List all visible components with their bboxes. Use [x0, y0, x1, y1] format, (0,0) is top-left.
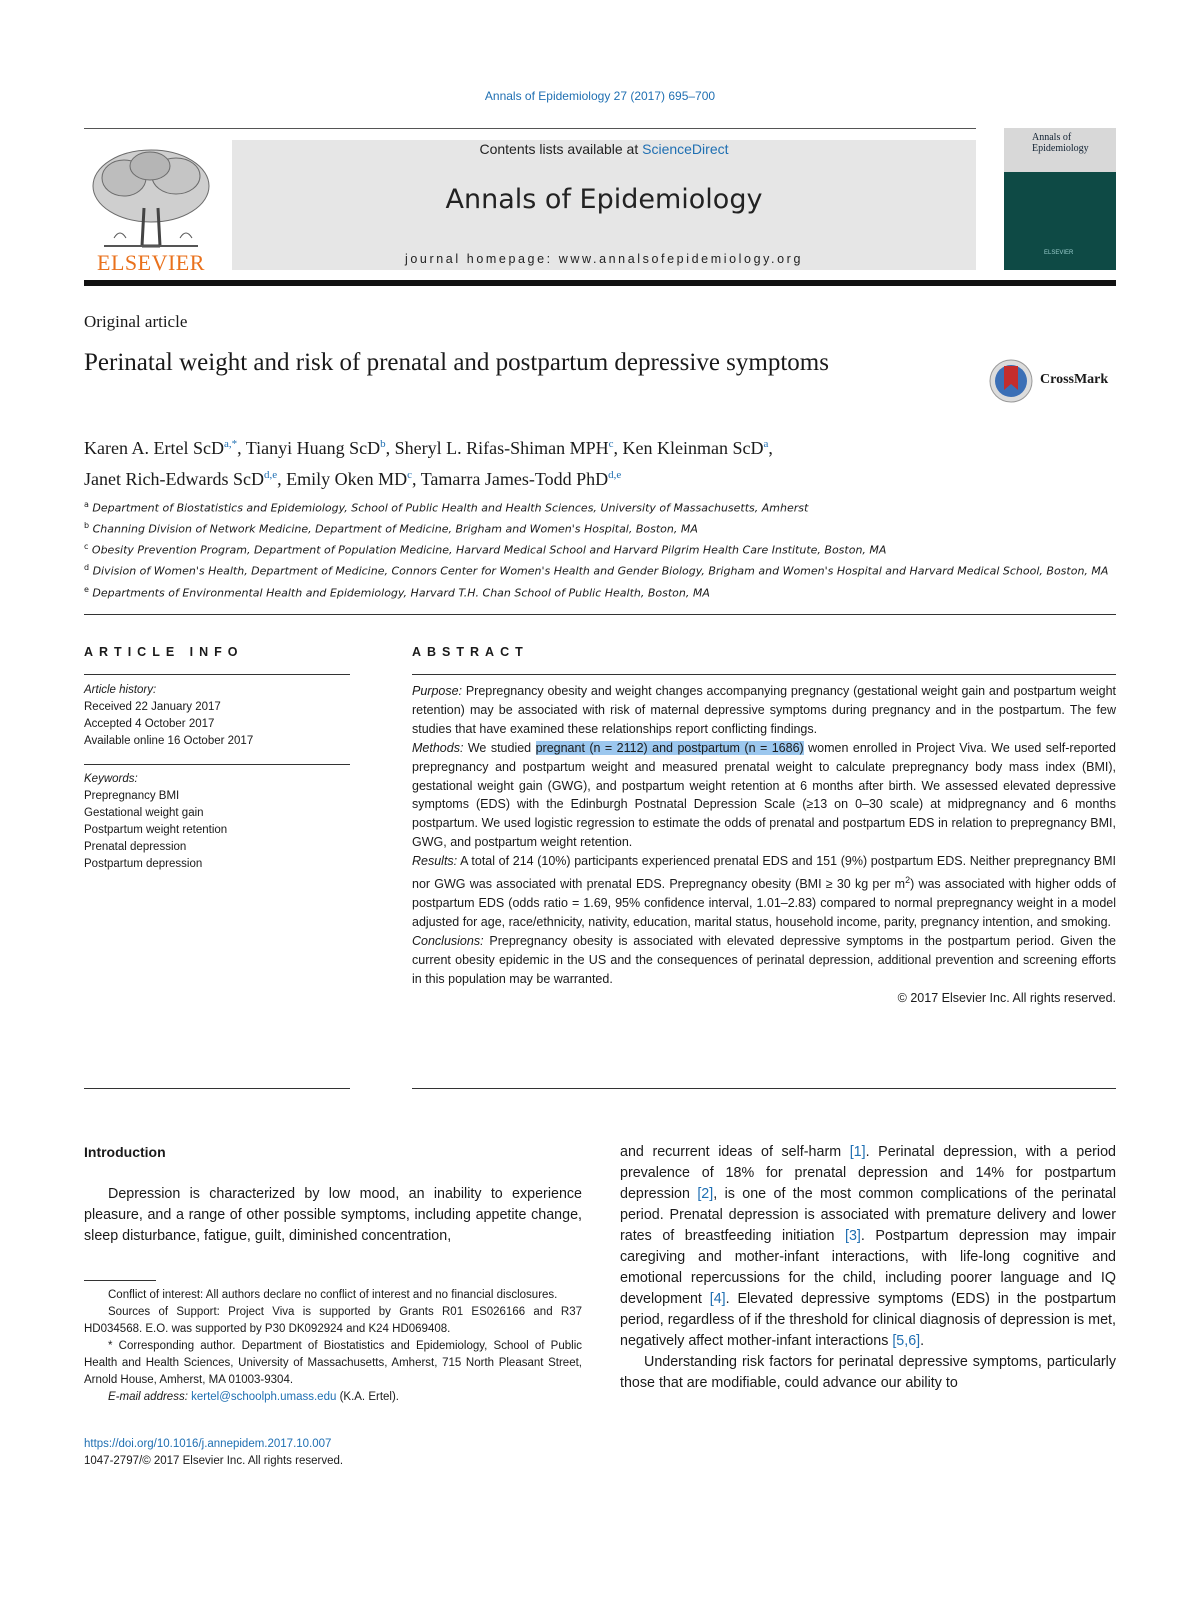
keyword[interactable]: Gestational weight gain [84, 807, 204, 819]
affiliation: $^b$ Channing Division of Network Medicine, Department of Medicine, Brigham and Women's Hospital, Boston, MA [84, 521, 698, 536]
abstract-methods: Methods: We studied pregnant (n = 2112) and postpartum (n = 1686) women enrolled in Project Viva. We used self-reported prepregnancy and postpartum weight and measured prenatal weight to calculate prepregnancy body mass index (BMI), gestational weight gain (GWG), and postpartum weight retention at 6 months after birth. We assessed elevated depressive symptoms (EDS) with the Edinburgh Postnatal Depression Scale (≥13 on 0–30 scale) at midpregnancy and 6 months postpartum. We used logistic regression to estimate the odds of prenatal and postpartum EDS in relation to prepregnancy BMI, GWG, and postpartum weight retention. [412, 740, 1116, 850]
keywords: Keywords: Prepregnancy BMI Gestational weight gain Postpartum weight retention Prenatal depression Postpartum depression [84, 771, 350, 873]
crossmark-icon [988, 358, 1034, 404]
abstract-body [412, 682, 1116, 1008]
header-rule [84, 128, 976, 129]
divider [412, 674, 1116, 675]
reference-link[interactable]: [2] [697, 1186, 714, 1202]
author: Ken Kleinman ScD$^a$, [622, 438, 773, 458]
footnote-corresponding: * Corresponding author. Department of Biostatistics and Epidemiology, School of Public Health and Health Sciences, University of Massachusetts, Amherst, 715 North Pleasant Street, Arnold House, Amherst, MA 01003-9304. [84, 1340, 582, 1386]
author: Tianyi Huang ScD$^b$, [245, 438, 395, 458]
issn-line: 1047-2797/© 2017 Elsevier Inc. All rights reserved. [84, 1455, 344, 1467]
text-selection-highlight[interactable]: pregnant (n = 2112) and postpartum (n = 1686) [535, 740, 804, 755]
intro-column-left [84, 1184, 582, 1247]
keyword[interactable]: Postpartum depression [84, 858, 203, 870]
cover-publisher: ELSEVIER [1044, 250, 1074, 256]
contents-line: Contents lists available at ScienceDirect [479, 141, 729, 157]
paragraph: and recurrent ideas of self-harm [1]. Perinatal depression, with a period prevalence of 18% for prenatal depression and 14% for postpartum depression [2], is one of the most common complications of the perinatal period. Prenatal depression is associated with premature delivery and lower rates of breastfeeding initiation [3]. Postpartum depression may impair caregiving and mother-infant interactions, with life-long cognitive and emotional repercussions for the child, including poorer language and IQ development [4]. Elevated depressive symptoms (EDS) in the postpartum period, regardless of if the threshold for clinical diagnosis of depression is met, negatively affect mother-infant interactions [5,6]. [620, 1144, 1116, 1349]
affiliations [84, 496, 1120, 602]
paragraph: Understanding risk factors for perinatal depressive symptoms, particularly those that are modifiable, could advance our ability to [620, 1354, 1116, 1391]
abstract-conclusions: Conclusions: Prepregnancy obesity is associated with elevated depressive symptoms in the postpartum period. Given the current obesity epidemic in the US and the consequences of perinatal depression, additional prevention and screening efforts in this population may be warranted. [412, 933, 1116, 986]
keyword[interactable]: Prepregnancy BMI [84, 790, 180, 802]
journal-homepage[interactable]: journal homepage: www.annalsofepidemiology.org [404, 252, 803, 266]
author-list [84, 431, 1084, 493]
affiliation: $^a$ Department of Biostatistics and Epidemiology, School of Public Health and Health Sciences, University of Massachusetts, Amherst [84, 500, 809, 515]
header-heavy-rule [84, 280, 1116, 286]
footnote-conflict: Conflict of interest: All authors declare no conflict of interest and no financial disclosures. [108, 1289, 558, 1301]
abstract-copyright: © 2017 Elsevier Inc. All rights reserved. [897, 990, 1116, 1005]
reference-link[interactable]: [1] [849, 1144, 866, 1160]
crossmark-label: CrossMark [1040, 372, 1109, 387]
article-history: Article history: Received 22 January 2017 Accepted 4 October 2017 Available online 16 October 2017 [84, 682, 350, 750]
received-date: Received 22 January 2017 [84, 701, 221, 713]
divider [84, 674, 350, 675]
crossmark-button[interactable] [988, 358, 1118, 404]
affiliation: $^d$ Division of Women's Health, Department of Medicine, Connors Center for Women's Health and Gender Biology, Brigham and Women's Hospital and Harvard Medical School, Boston, MA [84, 563, 1109, 579]
divider [84, 614, 1116, 615]
journal-name: Annals of Epidemiology [445, 184, 763, 215]
reference-link[interactable]: [3] [844, 1228, 861, 1244]
footnotes [84, 1287, 582, 1406]
author: Emily Oken $MD^c$, [286, 469, 421, 489]
affiliation: $^e$ Departments of Environmental Health and Epidemiology, Harvard T.H. Chan School of Public Health, Boston, MA [84, 584, 710, 600]
paragraph: Depression is characterized by low mood, an inability to experience pleasure, and a range of other possible symptoms, including appetite change, sleep disturbance, fatigue, guilt, diminished concentration, [84, 1186, 582, 1244]
article-title: Perinatal weight and risk of prenatal and postpartum depressive symptoms [84, 349, 829, 376]
author: Karen A. Ertel ScD$^{a,*}$, [84, 438, 246, 458]
abstract-heading: ABSTRACT [412, 645, 529, 659]
reference-link[interactable]: [5,6] [892, 1333, 921, 1349]
email-link[interactable]: kertel@schoolph.umass.edu [191, 1391, 337, 1403]
sciencedirect-link[interactable]: ScienceDirect [642, 141, 729, 157]
article-type: Original article [84, 312, 188, 331]
article-info-heading: ARTICLE INFO [84, 645, 244, 659]
footnote-email: E-mail address: kertel@schoolph.umass.edu (K.A. Ertel). [108, 1391, 399, 1403]
reference-link[interactable]: [4] [709, 1291, 726, 1307]
author: Janet Rich-Edwards ScD$^{d,e}$, [84, 469, 287, 489]
keyword[interactable]: Prenatal depression [84, 841, 187, 853]
author: Sheryl L. Rifas-Shiman MPH$^c$, [394, 438, 623, 458]
divider [84, 1088, 350, 1089]
divider [84, 764, 350, 765]
cover-title: Annals of Epidemiology [1032, 132, 1089, 154]
author: Tamarra James-Todd PhD$^{d,e}$ [420, 469, 622, 489]
doi-link[interactable]: https://doi.org/10.1016/j.annepidem.2017.10.007 [84, 1438, 332, 1450]
elsevier-wordmark: ELSEVIER [97, 250, 205, 275]
footnote-support: Sources of Support: Project Viva is supported by Grants R01 ES026166 and R37 HD034568. E.O. was supported by P30 DK092924 and K24 HD069408. [84, 1306, 582, 1335]
doi-block [84, 1436, 343, 1470]
abstract-purpose: Purpose: Prepregnancy obesity and weight changes accompanying pregnancy (gestational weight gain and postpartum weight retention) may be associated with risk of maternal depressive symptoms during pregnancy and in the postpartum. The few studies that have examined these relationships report conflicting findings. [412, 684, 1116, 736]
intro-column-right [620, 1142, 1116, 1394]
running-citation: Annals of Epidemiology 27 (2017) 695–700 [484, 89, 716, 103]
journal-cover-image [1004, 128, 1116, 270]
accepted-date: Accepted 4 October 2017 [84, 718, 215, 730]
divider [412, 1088, 1116, 1089]
online-date: Available online 16 October 2017 [84, 735, 254, 747]
footnote-rule [84, 1280, 156, 1281]
abstract-results: Results: A total of 214 (10%) participants experienced prenatal EDS and 151 (9%) postpartum EDS. Neither prepregnancy BMI nor GWG was associated with prenatal EDS. Prepregnancy obesity (BMI ≥ 30 kg per $m^2$) was associated with higher odds of postpartum EDS (odds ratio = 1.69, 95% confidence interval, 1.01–2.83) compared to normal prepregnancy weight in a model adjusted for age, race/ethnicity, nativity, education, marital status, household income, parity, pregnancy intention, and smoking. [412, 854, 1116, 930]
introduction-heading: Introduction [84, 1144, 166, 1160]
affiliation: $^c$ Obesity Prevention Program, Department of Population Medicine, Harvard Medical School and Harvard Pilgrim Health Care Institute, Boston, MA [84, 542, 887, 557]
keyword[interactable]: Postpartum weight retention [84, 824, 228, 836]
